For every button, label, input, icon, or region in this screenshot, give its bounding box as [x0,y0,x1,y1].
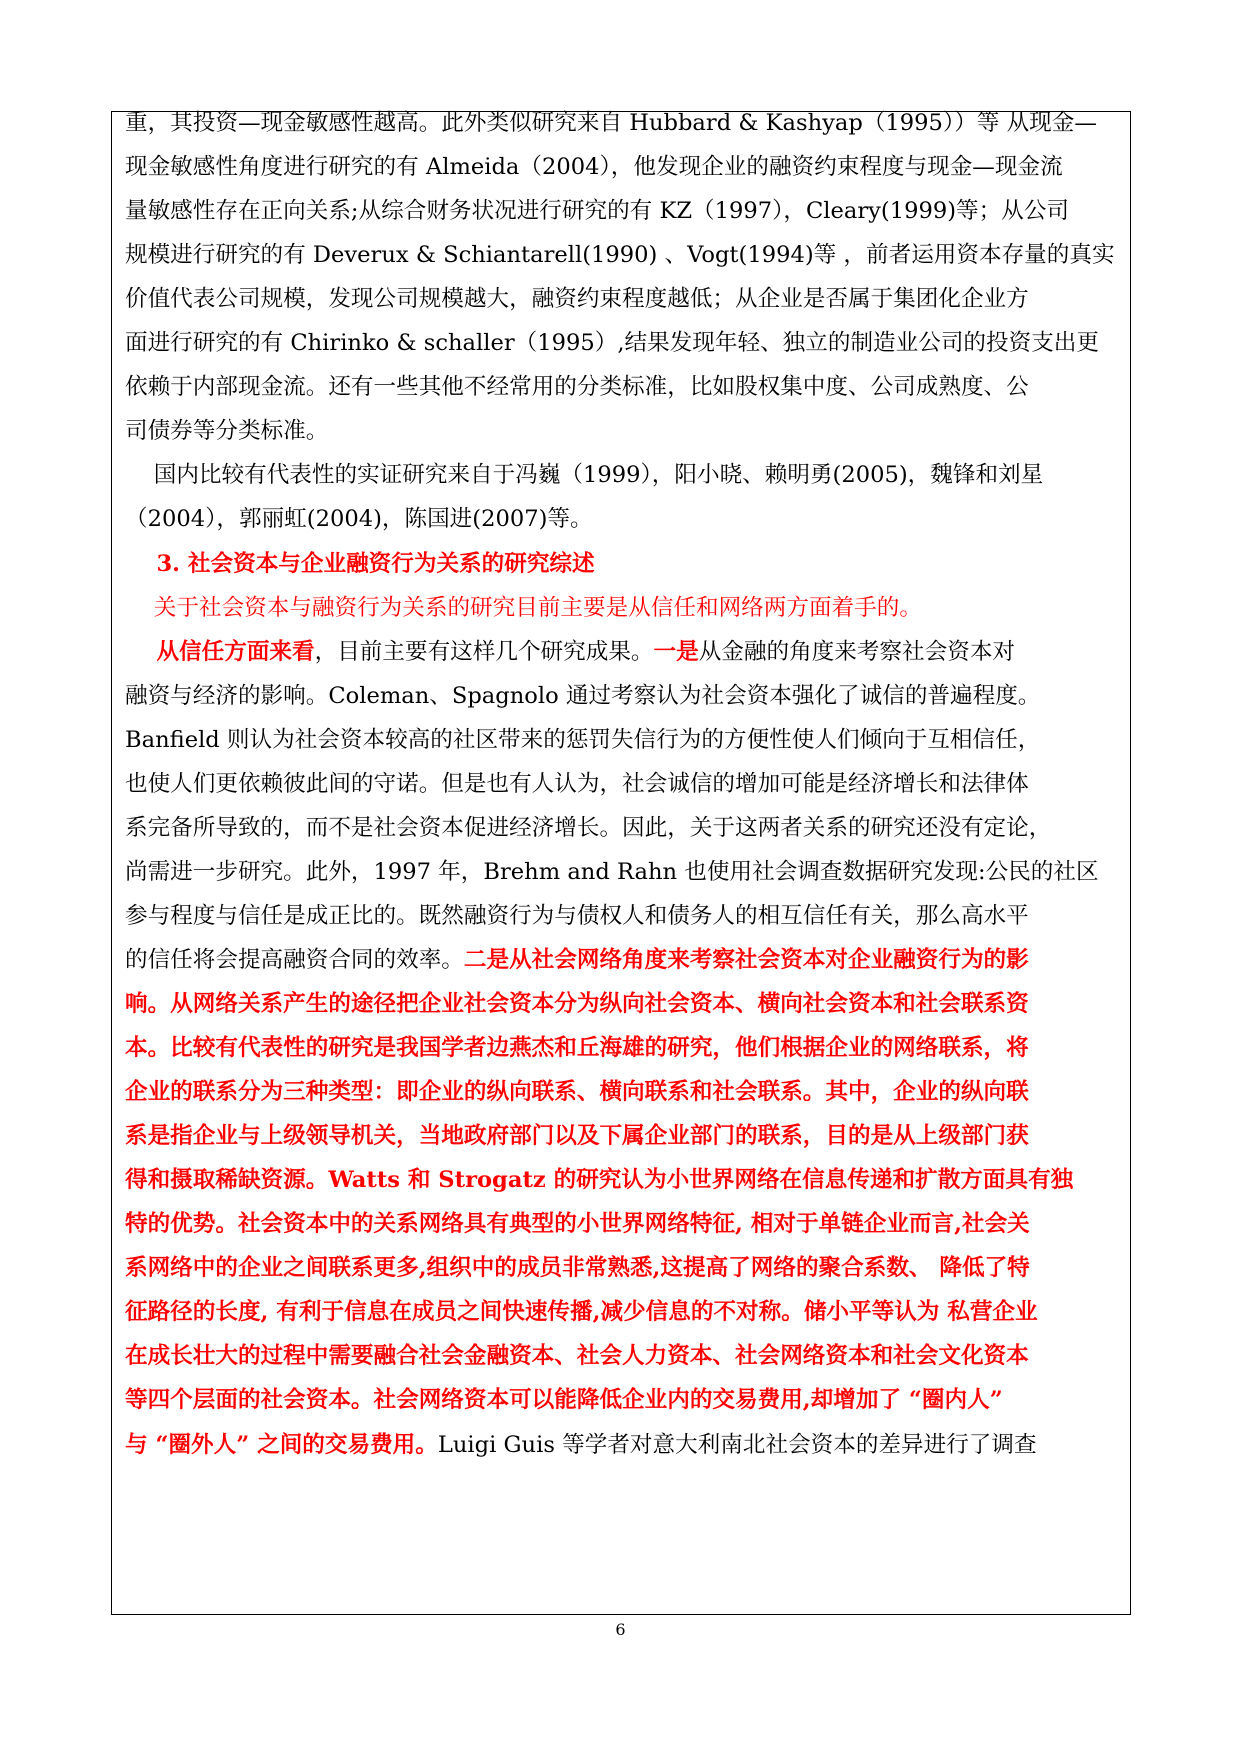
text-segment: 国内比较有代表性的实证研究来自于冯巍（1999），阳小晓、赖明勇(2005)，魏锋和刘星 [125,462,1044,489]
text-line [125,152,1063,182]
text-segment: 也使人们更依赖彼此间的守诺。但是也有人认为，社会诚信的增加可能是经济增长和法律体 [125,770,1029,797]
highlighted-text-segment: 本。比较有代表性的研究是我国学者边燕杰和丘海雄的研究，他们根据企业的网络联系，将 [125,1035,1029,1062]
text-line [125,1253,1030,1283]
text-line [125,504,593,534]
text-segment: 的信任将会提高融资合同的效率。 [125,946,464,973]
text-segment: 依赖于内部现金流。还有一些其他不经常用的分类标准，比如股权集中度、公司成熟度、公 [125,374,1029,401]
text-line [125,1209,1030,1239]
text-line [125,284,1029,314]
text-segment: Luigi Guis 等学者对意大利南北社会资本的差异进行了调查 [437,1431,1037,1458]
text-segment: （2004），郭丽虹(2004)，陈国进(2007)等。 [125,506,593,533]
text-segment: 现金敏感性角度进行研究的有 Almeida（2004），他发现企业的融资约束程度与现金—现金流 [125,154,1063,181]
text-segment: 系完备所导致的，而不是社会资本促进经济增长。因此，关于这两者关系的研究还没有定论， [125,814,1052,841]
text-line [125,725,1040,755]
text-line [125,1033,1029,1063]
text-line [125,769,1029,799]
text-segment: 价值代表公司规模，发现公司规模越大，融资约束程度越低；从企业是否属于集团化企业方 [125,286,1029,313]
page-number: 6 [615,1620,626,1639]
text-segment: 面进行研究的有 Chirinko & schaller（1995）,结果发现年轻、独立的制造业公司的投资支出更 [125,330,1099,357]
highlighted-text-segment: 等四个层面的社会资本。社会网络资本可以能降低企业内的交易费用,却增加了 “圈内人” [125,1387,1003,1414]
text-line [125,1341,1029,1371]
text-segment: 量敏感性存在正向关系;从综合财务状况进行研究的有 KZ（1997），Cleary(1999)等；从公司 [125,198,1070,225]
text-line [125,240,1115,270]
highlighted-text-segment: 系网络中的企业之间联系更多,组织中的成员非常熟悉,这提高了网络的聚合系数、 降低了特 [125,1255,1030,1282]
text-line [125,372,1029,402]
text-line [125,416,328,446]
text-segment: 重，其投资—现金敏感性越高。此外类似研究来自 Hubbard & Kashyap（1995））等 从现金— [125,110,1097,136]
text-segment: Banfield 则认为社会资本较高的社区带来的惩罚失信行为的方便性使人们倾向于互相信任， [125,726,1041,753]
text-line [125,328,1099,358]
text-line [125,460,1043,490]
highlighted-text-segment: 在成长壮大的过程中需要融合社会金融资本、社会人力资本、社会网络资本和社会文化资本 [125,1343,1029,1370]
highlighted-text-segment: 3. 社会资本与企业融资行为关系的研究综述 [125,550,595,577]
highlighted-text-segment: 与 “圈外人” 之间的交易费用。 [125,1431,438,1458]
highlighted-text-segment: 一是 [653,638,699,665]
text-segment: 参与程度与信任是成正比的。既然融资行为与债权人和债务人的相互信任有关，那么高水平 [125,902,1029,929]
text-line [125,813,1051,843]
highlighted-text-segment: 得和摄取稀缺资源。Watts 和 Strogatz 的研究认为小世界网络在信息传递和扩散方面具有独 [125,1167,1074,1194]
text-line [125,857,1099,887]
text-line [125,1165,1073,1195]
text-line [125,1077,1029,1107]
text-line [125,681,1040,711]
text-line [125,1430,1037,1460]
text-segment: 规模进行研究的有 Deverux & Schiantarell(1990) 、Vogt(1994)等 ，前者运用资本存量的真实 [125,242,1115,269]
text-line [125,945,1029,975]
text-line [125,637,1015,667]
text-segment: 司债券等分类标准。 [125,418,329,445]
highlighted-text-segment: 特的优势。社会资本中的关系网络具有典型的小世界网络特征, 相对于单链企业而言,社会关 [125,1211,1030,1238]
text-segment: 从金融的角度来考察社会资本对 [698,638,1016,665]
highlighted-text-segment: 从信任方面来看 [125,638,315,665]
highlighted-text-segment: 关于社会资本与融资行为关系的研究目前主要是从信任和网络两方面着手的。 [125,594,922,621]
text-line [125,549,595,579]
text-line [125,108,1097,138]
highlighted-text-segment: 响。从网络关系产生的途径把企业社会资本分为纵向社会资本、横向社会资本和社会联系资 [125,991,1029,1017]
text-segment: 融资与经济的影响。Coleman、Spagnolo 通过考察认为社会资本强化了诚信的普遍程度。 [125,682,1041,709]
text-line [125,989,1029,1019]
text-line [125,901,1029,931]
text-line [125,593,922,623]
highlighted-text-segment: 二是从社会网络角度来考察社会资本对企业融资行为的影 [463,946,1029,973]
text-line [125,196,1069,226]
highlighted-text-segment: 征路径的长度, 有利于信息在成员之间快速传播,减少信息的不对称。储小平等认为 私营企业 [125,1299,1038,1326]
text-segment: 尚需进一步研究。此外，1997 年，Brehm and Rahn 也使用社会调查数据研究发现:公民的社区 [125,858,1099,885]
text-line [125,1121,1029,1151]
highlighted-text-segment: 系是指企业与上级领导机关，当地政府部门以及下属企业部门的联系，目的是从上级部门获 [125,1123,1029,1150]
text-segment: ，目前主要有这样几个研究成果。 [314,638,654,665]
text-line [125,1297,1038,1327]
text-line [125,1385,1003,1415]
highlighted-text-segment: 企业的联系分为三种类型：即企业的纵向联系、横向联系和社会联系。其中，企业的纵向联 [125,1079,1029,1106]
